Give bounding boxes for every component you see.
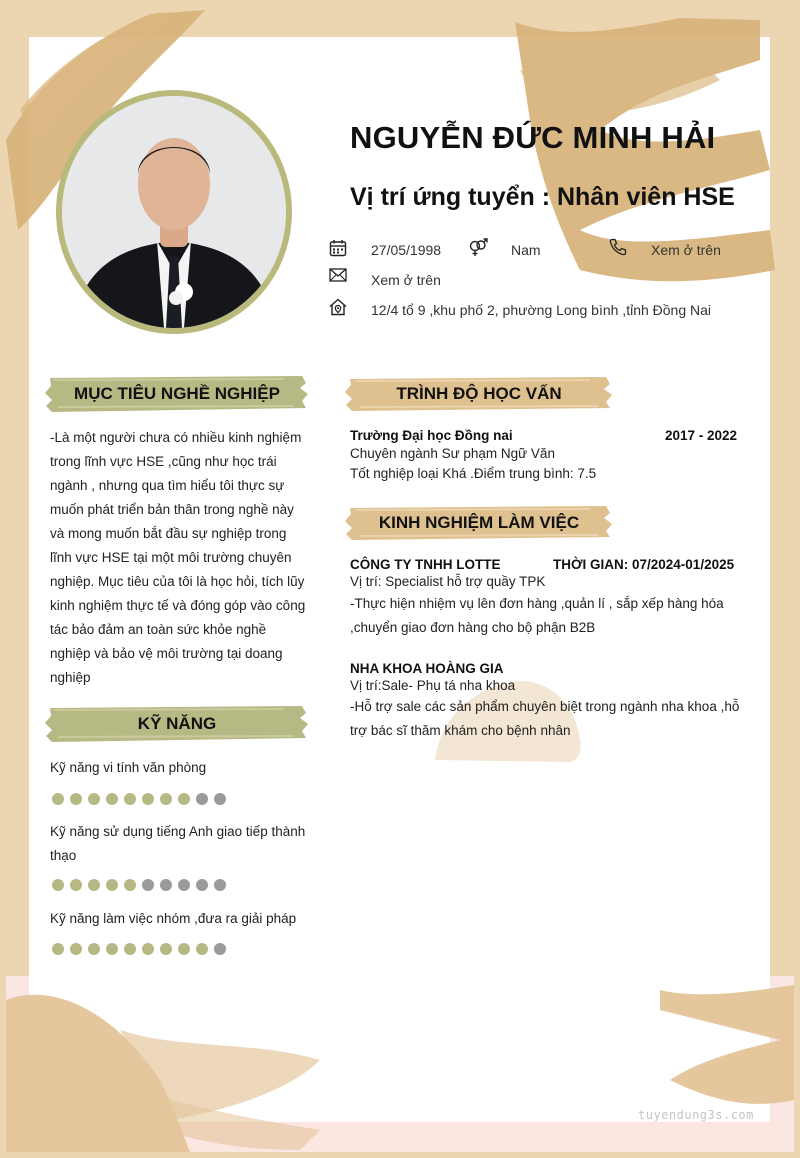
job-2-desc: -Hỗ trợ sale các sản phẩm chuyên biệt trong ngành nha khoa ,hỗ trợ bác sĩ thăm khám cho bệnh nhân [350,699,740,738]
rating-dot-empty [160,879,172,891]
rating-dot-filled [52,793,64,805]
job-1-desc: -Thực hiện nhiệm vụ lên đơn hàng ,quản lí , sắp xếp hàng hóa ,chuyển giao đơn hàng cho bộ phận B2B [350,596,724,635]
phone-icon [609,238,627,256]
rating-dot-filled [70,879,82,891]
rating-dot-filled [88,943,100,955]
skills-banner [44,704,310,744]
gender-value: Nam [511,242,541,258]
home-location-icon [329,298,347,316]
address-value: 12/4 tổ 9 ,khu phố 2, phường Long bình ,tỉnh Đồng Nai [371,302,712,318]
rating-dot-empty [196,793,208,805]
skill-3-rating [52,943,226,955]
education-school: Trường Đại học Đồng nai [350,428,513,443]
rating-dot-filled [142,793,154,805]
rating-dot-empty [196,879,208,891]
skill-1-rating [52,793,226,805]
rating-dot-empty [214,943,226,955]
education-grade: Tốt nghiệp loại Khá .Điểm trung bình: 7.5 [350,466,597,481]
rating-dot-filled [160,943,172,955]
objective-banner [44,374,310,414]
rating-dot-filled [178,793,190,805]
skill-3-label: Kỹ năng làm việc nhóm ,đưa ra giải pháp [50,911,297,926]
gender-icon [468,238,488,258]
rating-dot-filled [52,943,64,955]
job-2-company: NHA KHOA HOÀNG GIA [350,661,504,676]
objective-text: -Là một người chưa có nhiều kinh nghiệm trong lĩnh vực HSE ,cũng như học trái ngành , nhưng qua tìm hiểu tôi thực sự muốn phát triển bản thân trong nghề này và mong muốn bắt đầu sự nghiệp trong lĩnh vực HSE tại một môi trường chuyên nghiệp. Mục tiêu của tôi là học hỏi, tích lũy kinh nghiệm thực tế và đóng góp vào công tác bảo đảm an toàn sức khỏe nghề nghiệp và bảo vệ môi trường tại doang nghiệp [50,430,306,685]
rating-dot-filled [124,943,136,955]
envelope-icon [329,268,347,282]
rating-dot-filled [88,793,100,805]
skill-1-label: Kỹ năng vi tính văn phòng [50,760,207,775]
rating-dot-filled [52,879,64,891]
rating-dot-filled [106,793,118,805]
education-banner [344,374,614,414]
calendar-icon [329,239,347,257]
job-1-company: CÔNG TY TNHH LOTTE [350,557,501,572]
applied-position: Vị trí ứng tuyển : Nhân viên HSE [350,183,735,211]
rating-dot-filled [106,879,118,891]
birthdate-value: 27/05/1998 [371,242,442,258]
email-value: Xem ở trên [371,272,441,288]
profile-photo [62,96,286,328]
rating-dot-filled [70,793,82,805]
job-2-role: Vị trí:Sale- Phụ tá nha khoa [350,678,516,693]
experience-title: KINH NGHIỆM LÀM VIỆC [378,513,580,532]
rating-dot-filled [124,793,136,805]
skill-2-label: Kỹ năng sử dụng tiếng Anh giao tiếp thành thạo [50,824,306,863]
experience-banner [344,503,614,543]
rating-dot-filled [196,943,208,955]
candidate-name: NGUYỄN ĐỨC MINH HẢI [350,120,716,155]
skill-2-rating [52,879,226,891]
rating-dot-filled [142,943,154,955]
rating-dot-empty [178,879,190,891]
rating-dot-filled [70,943,82,955]
rating-dot-filled [124,879,136,891]
skills-title: KỸ NĂNG [137,714,217,733]
objective-title: MỤC TIÊU NGHỀ NGHIỆP [74,384,280,403]
education-years: 2017 - 2022 [665,428,738,443]
rating-dot-filled [160,793,172,805]
rating-dot-filled [106,943,118,955]
rating-dot-empty [214,793,226,805]
education-major: Chuyên ngành Sư phạm Ngữ Văn [350,446,555,461]
job-1-time: THỜI GIAN: 07/2024-01/2025 [553,557,735,572]
job-1-role: Vị trí: Specialist hỗ trợ quầy TPK [350,574,546,589]
rating-dot-empty [142,879,154,891]
phone-value: Xem ở trên [651,242,721,258]
rating-dot-filled [88,879,100,891]
education-title: TRÌNH ĐỘ HỌC VẤN [396,384,562,403]
rating-dot-filled [178,943,190,955]
rating-dot-empty [214,879,226,891]
watermark: tuyendung3s.com [638,1108,754,1122]
